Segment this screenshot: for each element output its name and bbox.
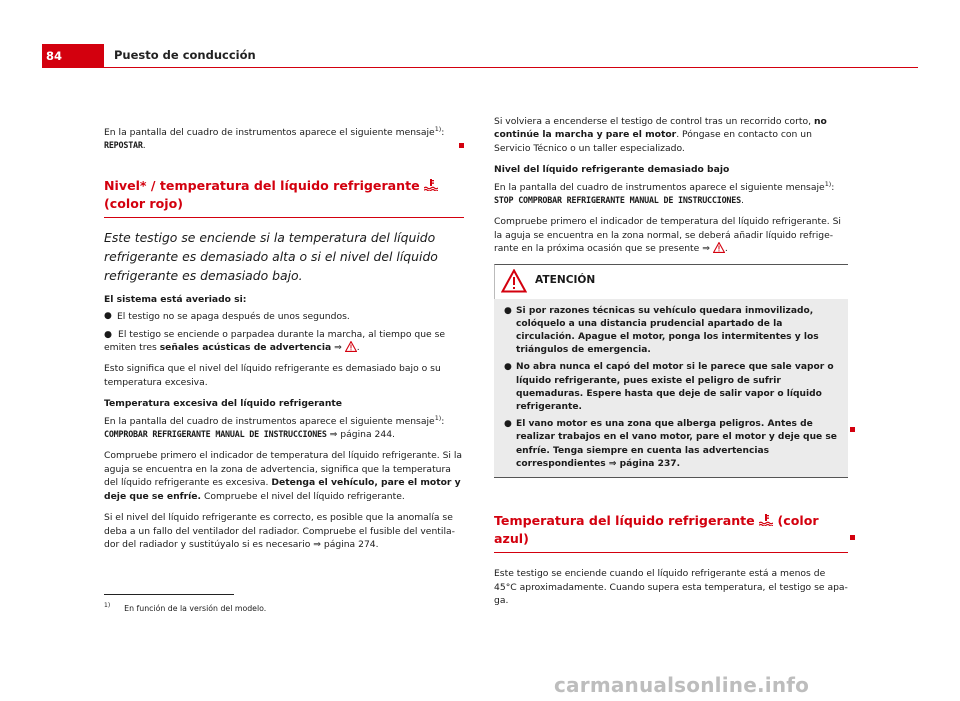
low-check-paragraph: Compruebe primero el indicador de temperatura del líquido refrigerante. Si la aguja se encuentra en la zona normal, se deberá añadir líquido refrigerante en la próxima ocasión que se presente ⇒ .: [494, 216, 841, 255]
watermark: carmanualsonline.info: [554, 673, 810, 697]
coolant-icon: [759, 514, 773, 526]
section-title-blue: Temperatura del líquido refrigerante (color azul): [494, 512, 848, 553]
page-number: 84: [46, 49, 63, 63]
lead-text: Este testigo se enciende si la temperatura del líquido refrigerante es demasiado alta o si el nivel del líquido refrigerante es demasiado bajo.: [104, 229, 438, 283]
warning-body: [494, 299, 848, 477]
fault-heading: El sistema está averiado si:: [104, 293, 247, 305]
message-repostar: REPOSTAR: [104, 140, 143, 151]
relit-paragraph: Si volviera a encenderse el testigo de control tras un recorrido corto, no continúe la marcha y pare el motor. Póngase en contacto con un Servicio Técnico o un taller especializado.: [494, 116, 827, 154]
low-level-heading: Nivel del líquido refrigerante demasiado bajo: [494, 164, 730, 176]
warning-item: ● Si por razones técnicas su vehículo quedara inmovilizado, colóquelo a una distancia prudencial apartado de la circulación. Apague el motor, ponga los intermitentes y los triángulos de emergencia.: [504, 305, 819, 356]
page-title: Puesto de conducción: [114, 48, 256, 62]
left-column: [104, 126, 464, 559]
end-mark: [459, 143, 464, 148]
warning-triangle-icon: [713, 242, 725, 253]
message-check-coolant: COMPROBAR REFRIGERANTE MANUAL DE INSTRUCCIONES: [104, 429, 327, 440]
end-mark: [850, 427, 855, 432]
bullet-item: ● El testigo no se apaga después de unos segundos.: [104, 311, 350, 323]
warning-header: [494, 264, 848, 299]
warning-title: ATENCIÓN: [535, 273, 596, 286]
bullet-item: ● El testigo se enciende o parpadea durante la marcha, al tiempo que se emiten tres señales acústicas de advertencia ⇒ .: [104, 328, 446, 354]
excess-paragraph: En la pantalla del cuadro de instrumentos aparece el siguiente mensaje$^{1)}$: COMPROBAR REFRIGERANTE MANUAL DE INSTRUCCIONES ⇒ página 244.: [104, 413, 445, 441]
low-level-paragraph: En la pantalla del cuadro de instrumentos aparece el siguiente mensaje$^{1)}$: STOP COMPROBAR REFRIGERANTE MANUAL DE INSTRUCCIONES.: [494, 179, 835, 207]
coolant-icon: [424, 179, 438, 191]
end-mark: [850, 535, 855, 540]
footnote: $^{1)}$ En función de la versión del modelo.: [104, 602, 267, 613]
warning-item: ● No abra nunca el capó del motor si le parece que sale vapor o líquido refrigerante, pues existe el peligro de sufrir quemaduras. Espere hasta que deje de salir vapor o líquido refrigerante.: [504, 362, 834, 413]
warning-triangle-icon: [501, 269, 527, 293]
message-stop-check-coolant: STOP COMPROBAR REFRIGERANTE MANUAL DE INSTRUCCIONES: [494, 195, 741, 206]
section-title-red: Nivel* / temperatura del líquido refrigerante (color rojo): [104, 177, 464, 218]
footnote-rule: [104, 594, 234, 595]
warning-item: ● El vano motor es una zona que alberga peligros. Antes de realizar trabajos en el vano motor, pare el motor y deje que se enfríe. Tenga siempre en cuenta las advertencias correspondientes ⇒ página 237.: [504, 419, 837, 469]
excess-heading: Temperatura excesiva del líquido refrigerante: [104, 398, 343, 410]
check-paragraph: Compruebe primero el indicador de temperatura del líquido refrigerante. Si la aguja se encuentra en la zona de advertencia, significa que la temperatura del líquido refrigerante es excesiva. Detenga el vehículo, pare el motor y deje que se enfríe. Compruebe el nivel del líquido refrigerante.: [104, 450, 463, 502]
right-column: [494, 115, 848, 615]
page-number-badge: [42, 44, 104, 68]
blue-paragraph: Este testigo se enciende cuando el líquido refrigerante está a menos de 45°C aproximadamente. Cuando supera esta temperatura, el testigo se apaga.: [494, 568, 848, 606]
meaning-paragraph: Esto significa que el nivel del líquido refrigerante es demasiado bajo o su temperatura excesiva.: [104, 363, 441, 388]
warning-triangle-icon: [345, 341, 357, 352]
fan-paragraph: Si el nivel del líquido refrigerante es correcto, es posible que la anomalía se deba a un fallo del ventilador del radiador. Compruebe el fusible del ventilador del radiador y sustitúyalo si es necesario ⇒ página 274.: [104, 512, 455, 550]
header-rule: [104, 67, 918, 68]
warning-box: [494, 264, 848, 478]
intro-paragraph: En la pantalla del cuadro de instrumentos aparece el siguiente mensaje$^{1)}$: REPOSTAR.: [104, 126, 464, 153]
